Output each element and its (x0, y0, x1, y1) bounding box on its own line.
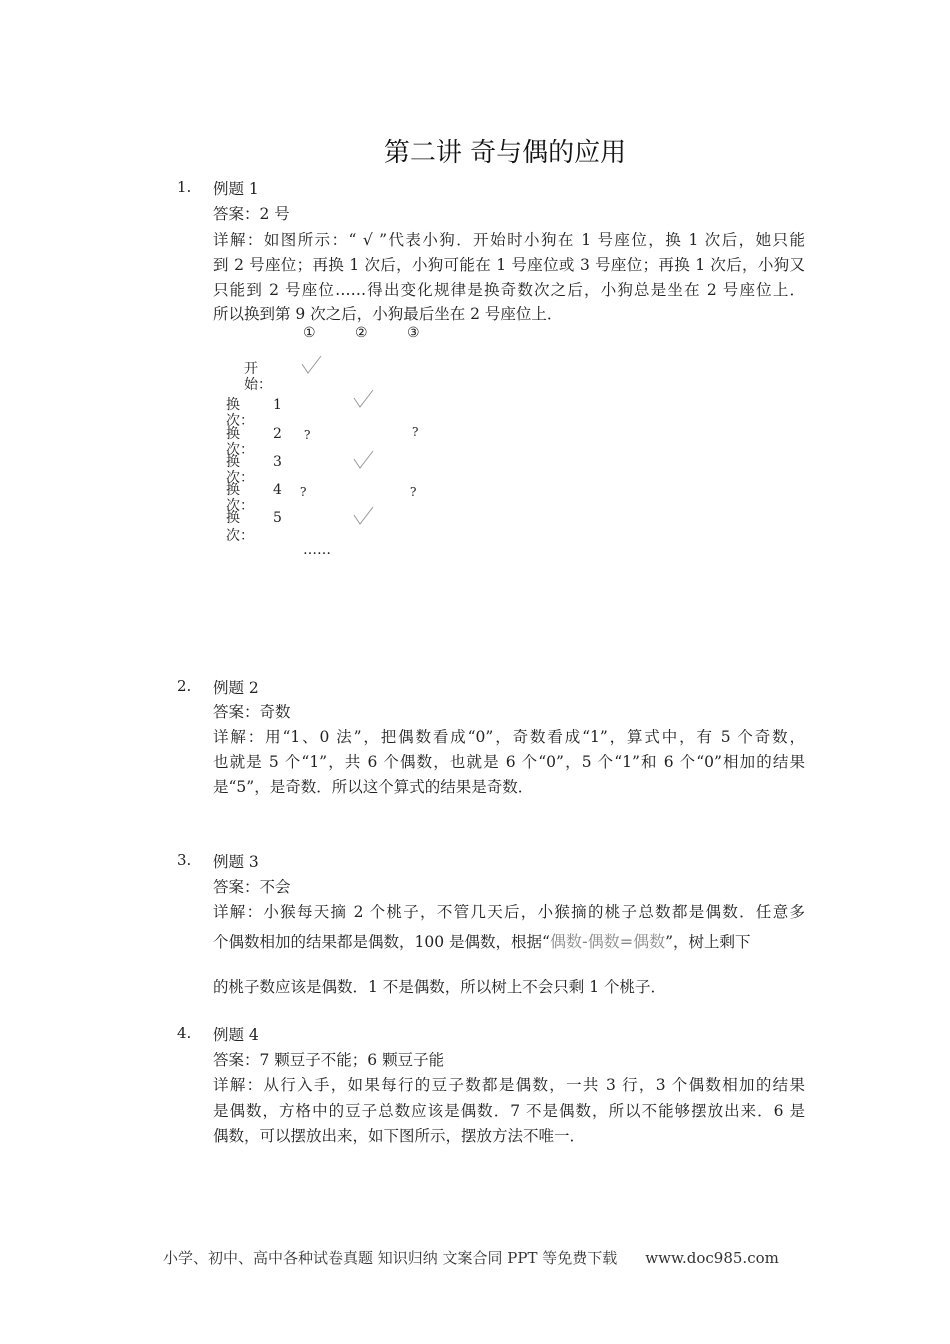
question-mark: ? (300, 485, 307, 499)
q3-detail-2-start: 个偶数相加的结果都是偶数，100 是偶数，根据“ (213, 933, 550, 951)
swap-count: 2 (273, 426, 282, 442)
q2-label: 例题 2 (213, 679, 259, 697)
figure-ellipsis: …… (303, 542, 331, 558)
start-label-2: 始： (244, 377, 272, 393)
swap-count: 1 (273, 397, 282, 413)
q1-detail-4: 所以换到第 9 次之后，小狗最后坐在 2 号座位上． (213, 305, 563, 323)
q2-detail-2: 也就是 5 个“1”，共 6 个偶数，也就是 6 个“0”，5 个“1”和 6 个“0”相加的结果 (213, 753, 805, 771)
q4-detail-2: 是偶数，方格中的豆子总数应该是偶数．7 不是偶数，所以不能够摆放出来．6 是 (213, 1102, 805, 1120)
q3-detail-2-end: ”，树上剩下 (665, 933, 751, 951)
swap-label: 换 (226, 454, 240, 470)
footer (163, 1247, 779, 1268)
swap-label: 换 (226, 482, 240, 498)
swap-label-suffix: 次： (226, 498, 254, 514)
footer-text: 小学、初中、高中各种试卷真题 知识归纳 文案合同 PPT 等免费下载 (163, 1249, 618, 1267)
question-mark: ? (410, 485, 417, 499)
q1-detail-3: 只能到 2 号座位……得出变化规律是换奇数次之后，小狗总是坐在 2 号座位上． (213, 281, 805, 299)
q1-answer: 答案：2 号 (213, 205, 290, 223)
q2-detail-1: 详解：用“1、0 法”，把偶数看成“0”，奇数看成“1”，算式中，有 5 个奇数， (213, 728, 805, 746)
q2-detail-3: 是“5”，是奇数．所以这个算式的结果是奇数． (213, 778, 534, 796)
q3-answer: 答案：不会 (213, 878, 291, 896)
seat-label-3: ③ (407, 325, 420, 341)
swap-label-suffix: 次： (226, 442, 254, 458)
question-mark: ? (304, 428, 311, 442)
page-title: 第二讲 奇与偶的应用 (383, 138, 627, 168)
formula-text: 偶数-偶数=偶数 (549, 932, 666, 951)
swap-label-suffix: 次： (226, 413, 254, 429)
check-icon (352, 388, 376, 410)
q4-answer: 答案：7 颗豆子不能；6 颗豆子能 (213, 1051, 445, 1069)
check-icon (352, 449, 376, 471)
q2-number: 2. (177, 677, 192, 695)
q4-detail-1: 详解：从行入手，如果每行的豆子数都是偶数，一共 3 行，3 个偶数相加的结果 (213, 1076, 805, 1094)
swap-label-suffix: 次： (226, 528, 254, 544)
q2-answer: 答案：奇数 (213, 703, 291, 721)
question-mark: ? (412, 425, 419, 439)
q4-detail-3: 偶数，可以摆放出来，如下图所示，摆放方法不唯一． (213, 1127, 586, 1145)
swap-count: 4 (273, 482, 282, 498)
swap-label-suffix: 次： (226, 470, 254, 486)
swap-label: 换 (226, 397, 240, 413)
swap-label: 换 (226, 510, 240, 526)
footer-url[interactable]: www.doc985.com (645, 1249, 779, 1267)
q4-label: 例题 4 (213, 1026, 259, 1044)
q1-number: 1. (177, 178, 192, 196)
q3-detail-2 (213, 929, 751, 952)
swap-label: 换 (226, 426, 240, 442)
q1-label: 例题 1 (213, 180, 259, 198)
q1-detail-2: 到 2 号座位；再换 1 次后，小狗可能在 1 号座位或 3 号座位；再换 1 次后，小狗又 (213, 256, 805, 274)
check-icon (352, 505, 376, 527)
swap-count: 5 (273, 510, 282, 526)
check-icon (300, 354, 324, 376)
seat-label-1: ① (303, 325, 316, 341)
q4-number: 4. (177, 1024, 192, 1042)
swap-count: 3 (273, 454, 282, 470)
q3-detail-1: 详解：小猴每天摘 2 个桃子，不管几天后，小猴摘的桃子总数都是偶数．任意多 (213, 903, 805, 921)
q3-detail-3: 的桃子数应该是偶数．1 不是偶数，所以树上不会只剩 1 个桃子． (213, 978, 667, 996)
seat-label-2: ② (355, 325, 368, 341)
start-label-1: 开 (244, 361, 258, 377)
q3-label: 例题 3 (213, 853, 259, 871)
q1-detail-1: 详解：如图所示：“ √ ”代表小狗．开始时小狗在 1 号座位，换 1 次后，她只能 (213, 231, 805, 249)
q3-number: 3. (177, 851, 192, 869)
